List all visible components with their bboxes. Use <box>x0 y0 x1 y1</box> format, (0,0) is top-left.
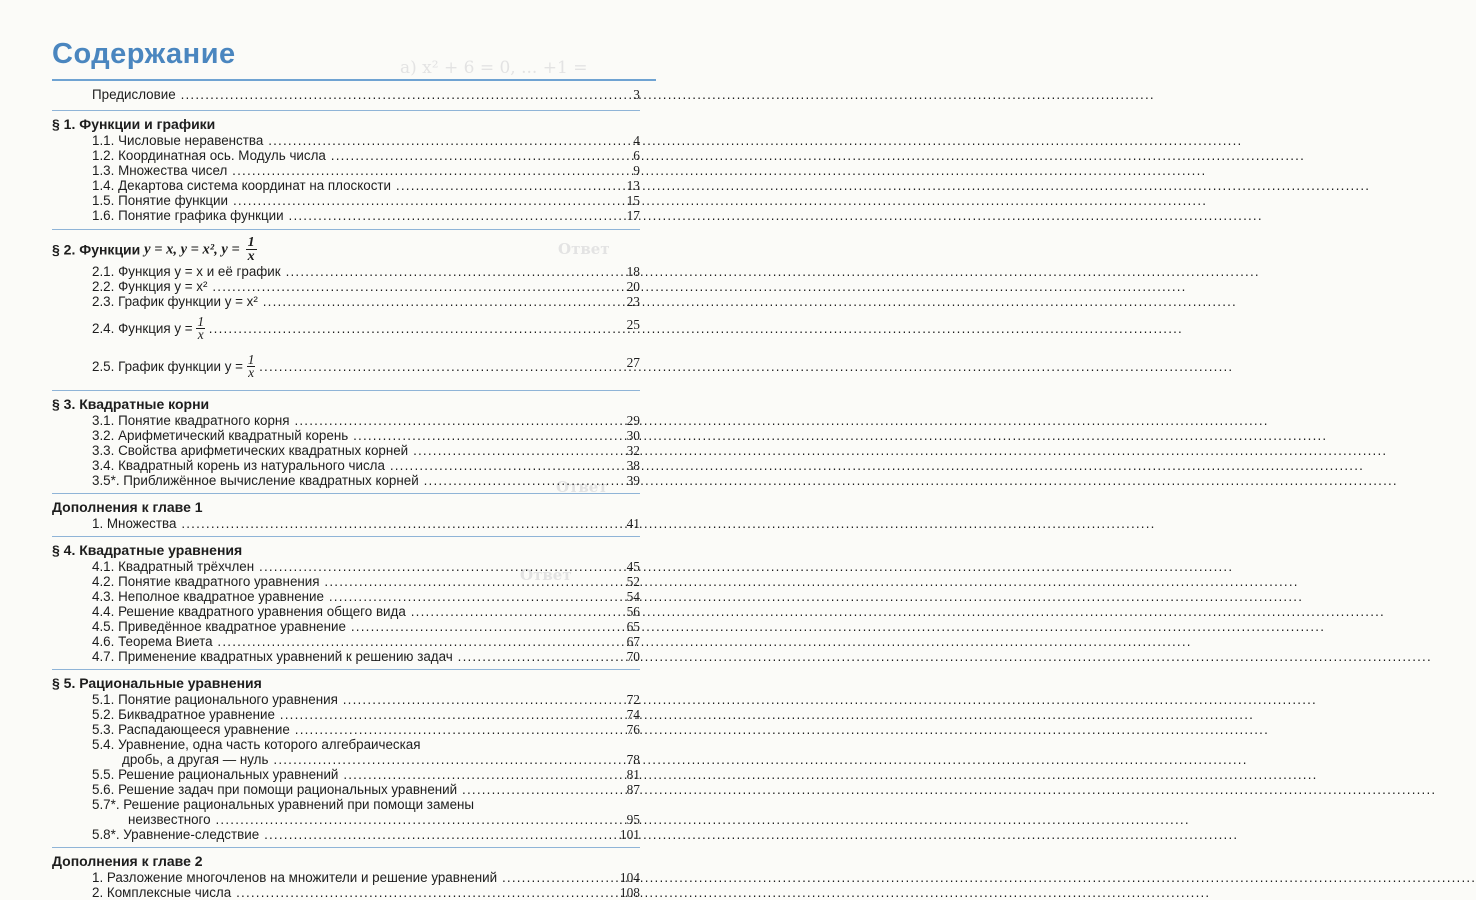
toc-entry[interactable]: 5.8*. Уравнение-следствие ..... 101 <box>52 827 640 842</box>
toc-entry[interactable]: 3.2. Арифметический квадратный корень ..... 30 <box>52 428 640 443</box>
toc-entry[interactable]: 5.5. Решение рациональных уравнений ..... 81 <box>52 767 640 782</box>
fraction-numerator: 1 <box>247 235 255 250</box>
toc-entry[interactable]: 1.5. Понятие функции ..... 15 <box>52 193 640 208</box>
toc-entry[interactable]: 2.3. График функции y = x² ..... 23 <box>52 294 640 309</box>
toc-entry-preface[interactable] <box>52 87 640 102</box>
toc-entry[interactable]: 2.5. График функции y = $\frac{1}{x}$ ..... 27 <box>52 347 640 385</box>
toc-entry[interactable]: 3.3. Свойства арифметических квадратных корней ..... 32 <box>52 443 640 458</box>
toc-entry[interactable]: 3.4. Квадратный корень из натурального числа ..... 38 <box>52 458 640 473</box>
bleed-through-answer: Ответ <box>520 566 572 584</box>
toc-entry[interactable]: 4.2. Понятие квадратного уравнения ..... 52 <box>52 574 640 589</box>
toc-entry[interactable]: 1.1. Числовые неравенства ..... 4 <box>52 133 640 148</box>
page-title: Содержание <box>52 38 236 70</box>
toc-entry[interactable]: 5.4. Уравнение, одна часть которого алгебраическая дробь, а другая — нуль ..... 78 <box>52 737 640 767</box>
toc-entry[interactable]: 5.2. Биквадратное уравнение ..... 74 <box>52 707 640 722</box>
toc-entry-label: Предисловие ..... <box>52 87 596 102</box>
toc-entry[interactable]: 4.4. Решение квадратного уравнения общего вида ..... 56 <box>52 604 640 619</box>
fraction-denominator: x <box>247 249 255 264</box>
section-heading-3[interactable]: § 3. Квадратные корни <box>52 390 640 413</box>
bleed-through-answer: Ответ <box>556 478 608 496</box>
toc-entry[interactable]: 5.3. Распадающееся уравнение ..... 76 <box>52 722 640 737</box>
toc-page-number: 3 <box>633 87 640 102</box>
toc-entry[interactable]: 3.5*. Приближённое вычисление квадратных корней ..... 39 <box>52 473 640 488</box>
toc-entry[interactable]: 5.1. Понятие рационального уравнения ..... 72 <box>52 692 640 707</box>
toc-entry[interactable]: 1.4. Декартова система координат на плоскости ..... 13 <box>52 178 640 193</box>
toc-entry[interactable]: 2. Комплексные числа ..... 108 <box>52 885 640 900</box>
section-heading-5[interactable]: § 5. Рациональные уравнения <box>52 669 640 692</box>
toc-entry[interactable]: 1.3. Множества чисел ..... 9 <box>52 163 640 178</box>
toc-entry[interactable]: 4.3. Неполное квадратное уравнение ..... 54 <box>52 589 640 604</box>
appendix-heading-2[interactable]: Дополнения к главе 2 <box>52 847 640 870</box>
title-divider <box>52 79 656 81</box>
table-of-contents <box>52 84 640 900</box>
toc-entry[interactable]: 1. Множества ..... 41 <box>52 516 640 531</box>
toc-entry[interactable]: 5.7*. Решение рациональных уравнений при помощи замены неизвестного ..... 95 <box>52 797 640 827</box>
section-heading-4[interactable]: § 4. Квадратные уравнения <box>52 536 640 559</box>
toc-entry[interactable]: 1. Разложение многочленов на множители и решение уравнений ..... 104 <box>52 870 640 885</box>
toc-entry[interactable]: 4.7. Применение квадратных уравнений к решению задач ..... 70 <box>52 649 640 664</box>
toc-entry[interactable]: 1.6. Понятие графика функции ..... 17 <box>52 208 640 223</box>
toc-entry[interactable]: 4.6. Теорема Виета ..... 67 <box>52 634 640 649</box>
bleed-through-answer: Ответ <box>558 240 610 258</box>
toc-entry[interactable]: 3.1. Понятие квадратного корня ..... 29 <box>52 413 640 428</box>
bleed-through-formula: а) x² + 6 = 0, ... +1 = <box>400 58 588 78</box>
section-heading-2[interactable]: § 2. Функции y = x, y = x², y = $\frac{1}{x}$ <box>52 229 640 264</box>
toc-entry[interactable]: 1.2. Координатная ось. Модуль числа ..... 6 <box>52 148 640 163</box>
toc-entry[interactable]: 5.6. Решение задач при помощи рациональных уравнений ..... 87 <box>52 782 640 797</box>
toc-entry[interactable]: 4.1. Квадратный трёхчлен ..... 45 <box>52 559 640 574</box>
section-heading-1[interactable]: § 1. Функции и графики <box>52 110 640 133</box>
toc-entry[interactable]: 2.2. Функция y = x² ..... 20 <box>52 279 640 294</box>
appendix-heading-1[interactable]: Дополнения к главе 1 <box>52 493 640 516</box>
toc-entry[interactable]: 4.5. Приведённое квадратное уравнение ..... 65 <box>52 619 640 634</box>
toc-entry[interactable]: 2.1. Функция y = x и её график ..... 18 <box>52 264 640 279</box>
toc-entry[interactable]: 2.4. Функция y = $\frac{1}{x}$ ..... 25 <box>52 309 640 347</box>
